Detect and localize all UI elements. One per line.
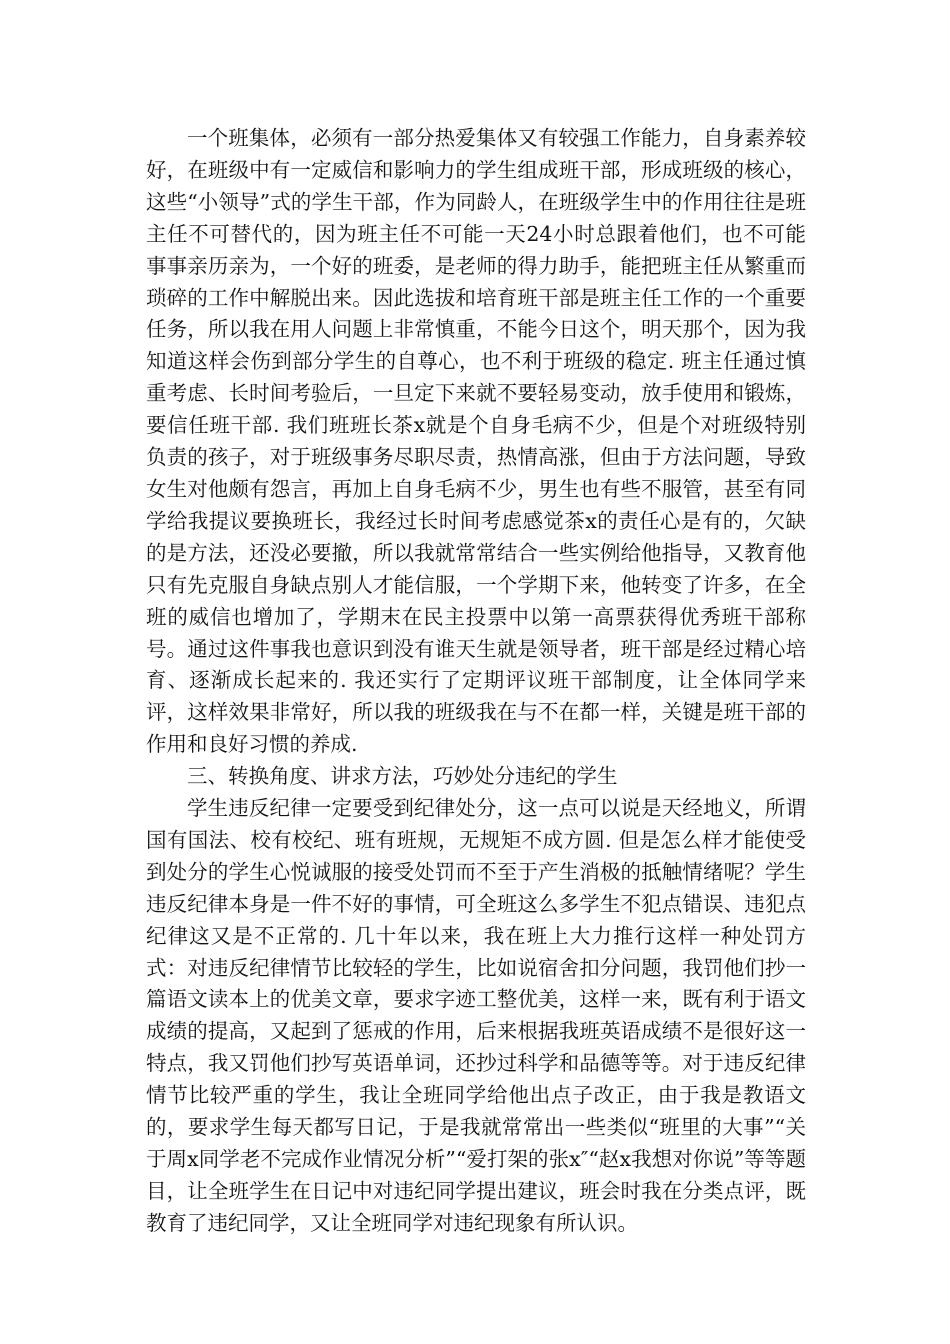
paragraph-class-cadre: 一个班集体，必须有一部分热爱集体又有较强工作能力，自身素养较好，在班级中有一定威信和影响力的学生组成班干部，形成班级的核心，这些“小领导”式的学生干部，作为同龄人，在班级学生中的作用往往是班主任不可替代的，因为班主任不可能一天24小时总跟着他们，也不可能事事亲历亲为，一个好的班委，是老师的得力助手，能把班主任从繁重而琐碎的工作中解脱出来。因此选拔和培育班干部是班主任工作的一个重要任务，所以我在用人问题上非常慎重，不能今日这个，明天那个，因为我知道这样会伤到部分学生的自尊心，也不利于班级的稳定. 班主任通过慎重考虑、长时间考验后，一旦定下来就不要轻易变动，放手使用和锻炼，要信任班干部. 我们班班长茶x就是个自身毛病不少，但是个对班级特别负责的孩子，对于班级事务尽职尽责，热情高涨，但由于方法问题，导致女生对他颇有怨言，再加上自身毛病不少，男生也有些不服管，甚至有同学给我提议要换班长，我经过长时间考虑感觉茶x的责任心是有的，欠缺的是方法，还没必要撤，所以我就常常结合一些实例给他指导，又教育他只有先克服自身缺点别人才能信服，一个学期下来，他转变了许多，在全班的威信也增加了，学期末在民主投票中以第一高票获得优秀班干部称号。通过这件事我也意识到没有谁天生就是领导者，班干部是经过精心培育、逐渐成长起来的. 我还实行了定期评议班干部制度，让全体同学来评，这样效果非常好，所以我的班级我在与不在都一样，关键是班干部的作用和良好习惯的养成. <box>146 126 806 757</box>
paragraph-discipline: 学生违反纪律一定要受到纪律处分，这一点可以说是天经地义，所谓国有国法、校有校纪、班有班规，无规矩不成方圆. 但是怎么样才能使受到处分的学生心悦诚服的接受处罚而不至于产生消极的抵触情绪呢？学生违反纪律本身是一件不好的事情，可全班这么多学生不犯点错误、违犯点纪律这又是不正常的. 几十年以来，我在班上大力推行这样一种处罚方式：对违反纪律情节比较轻的学生，比如说宿舍扣分问题，我罚他们抄一篇语文读本上的优美文章，要求字迹工整优美，这样一来，既有利于语文成绩的提高，又起到了惩戒的作用，后来根据我班英语成绩不是很好这一特点，我又罚他们抄写英语单词，还抄过科学和品德等等。对于违反纪律情节比较严重的学生，我让全班同学给他出点子改正，由于我是教语文的，要求学生每天都写日记，于是我就常常出一些类似“班里的大事”“关于周x同学老不完成作业情况分析”“爱打架的张x″“赵x我想对你说”等等题目，让全班学生在日记中对违纪同学提出建议，班会时我在分类点评，既教育了违纪同学，又让全班同学对违纪现象有所认识。 <box>146 796 806 1235</box>
section-heading: 三、转换角度、讲求方法，巧妙处分违纪的学生 <box>187 764 618 789</box>
document-body <box>146 123 806 1240</box>
